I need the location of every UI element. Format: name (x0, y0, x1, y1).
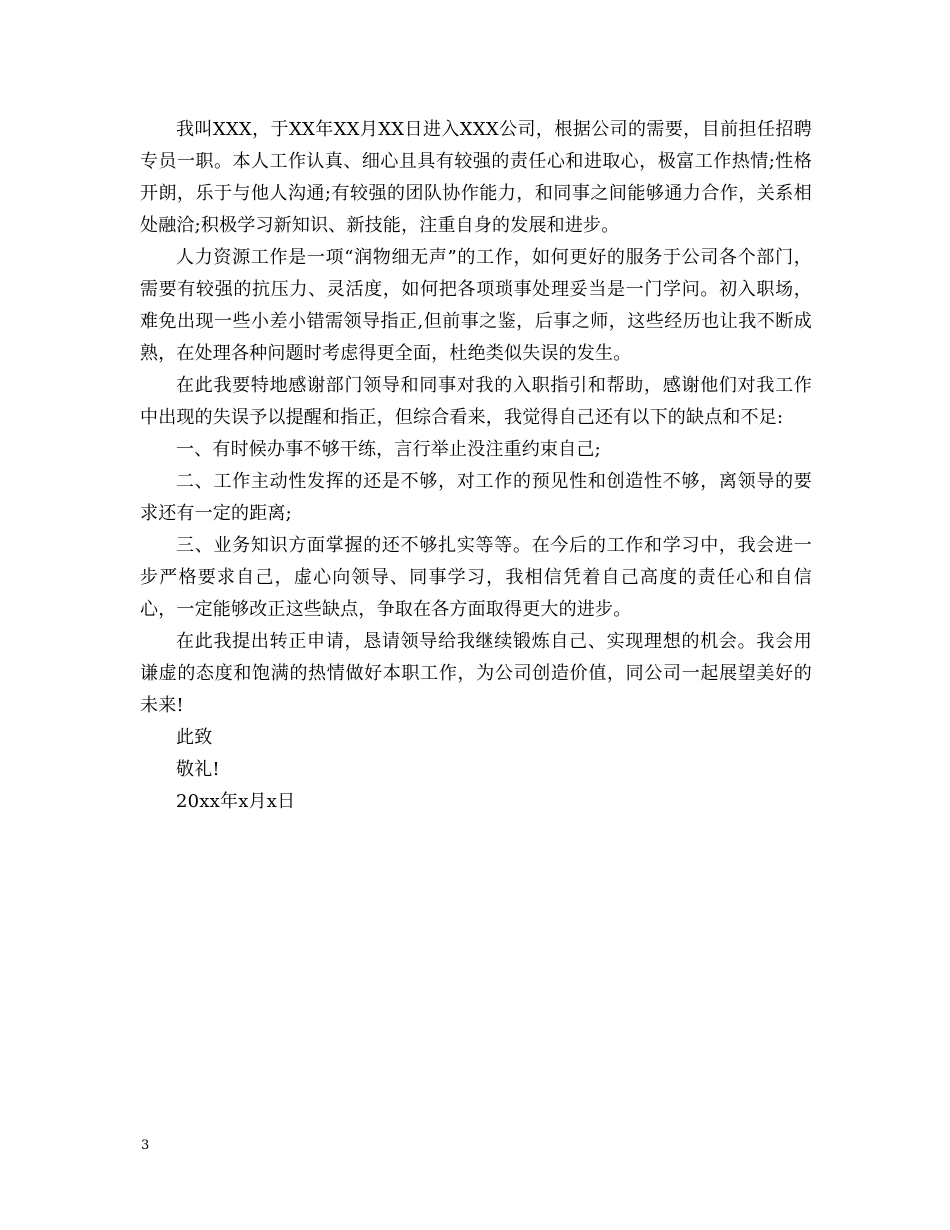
page-number: 3 (141, 1138, 150, 1153)
document-body (140, 114, 812, 818)
closing-regards: 敬礼! (176, 759, 220, 780)
paragraph-shortcoming-2: 二、工作主动性发挥的还是不够，对工作的预见性和创造性不够，离领导的要求还有一定的距离; (140, 471, 812, 524)
paragraph-thanks: 在此我要特地感谢部门领导和同事对我的入职指引和帮助，感谢他们对我工作中出现的失误予以提醒和指正，但综合看来，我觉得自己还有以下的缺点和不足: (140, 375, 812, 428)
paragraph-introduction: 我叫XXX，于XX年XX月XX日进入XXX公司，根据公司的需要，目前担任招聘专员一职。本人工作认真、细心且具有较强的责任心和进取心，极富工作热情;性格开朗，乐于与他人沟通;有较强的团队协作能力，和同事之间能够通力合作，关系相处融洽;积极学习新知识、新技能，注重自身的发展和进步。 (140, 119, 812, 236)
letter-date: 20xx年x月x日 (176, 791, 296, 812)
paragraph-application: 在此我提出转正申请，恳请领导给我继续锻炼自己、实现理想的机会。我会用谦虚的态度和饱满的热情做好本职工作，为公司创造价值，同公司一起展望美好的未来! (140, 631, 812, 716)
paragraph-shortcoming-3: 三、业务知识方面掌握的还不够扎实等等。在今后的工作和学习中，我会进一步严格要求自己，虚心向领导、同事学习，我相信凭着自己高度的责任心和自信心，一定能够改正这些缺点，争取在各方面取得更大的进步。 (140, 535, 812, 620)
paragraph-hr-work: 人力资源工作是一项“润物细无声”的工作，如何更好的服务于公司各个部门，需要有较强的抗压力、灵活度，如何把各项琐事处理妥当是一门学问。初入职场，难免出现一些小差小错需领导指正,但前事之鉴，后事之师，这些经历也让我不断成熟，在处理各种问题时考虑得更全面，杜绝类似失误的发生。 (140, 247, 812, 364)
closing-salutation: 此致 (176, 727, 213, 748)
paragraph-shortcoming-1: 一、有时候办事不够干练，言行举止没注重约束自己; (176, 439, 601, 460)
